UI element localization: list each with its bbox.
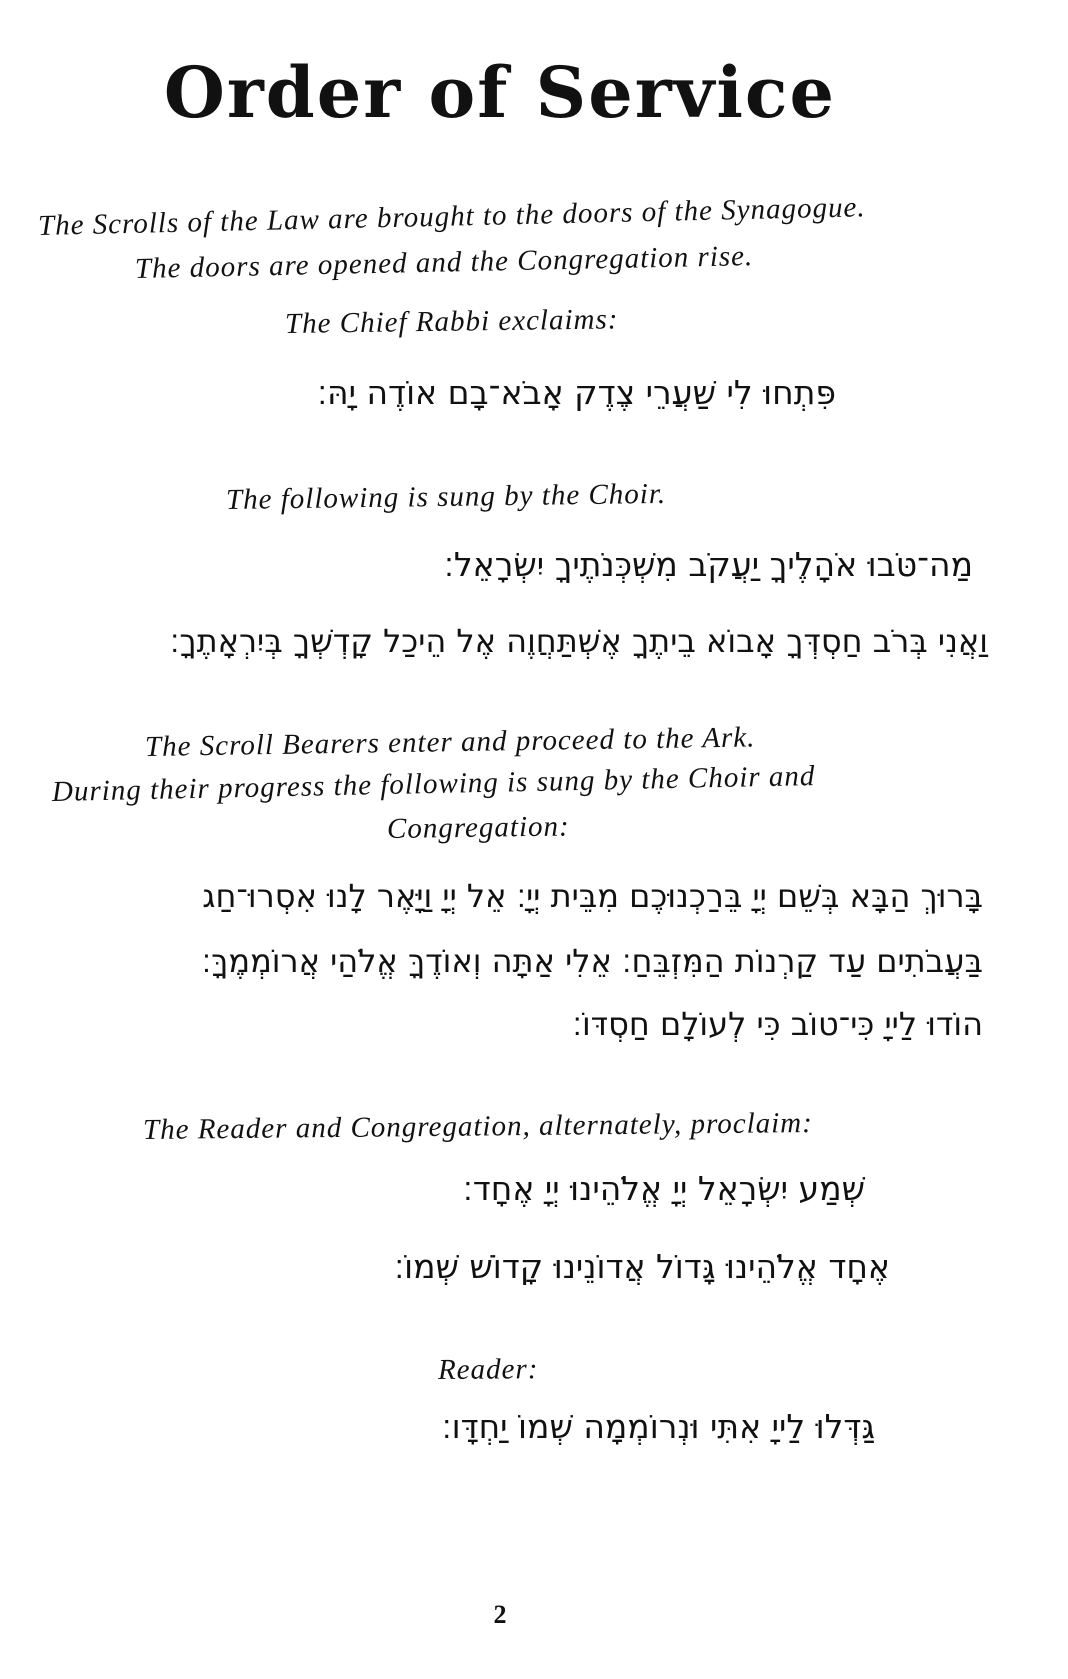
instruction-scrolls-brought: The Scrolls of the Law are brought to the doors of the Synagogue.: [37, 191, 866, 242]
page-number: 2: [493, 1600, 507, 1629]
hebrew-ma-tovu: מַה־טֹּבוּ אֹהָלֶיךָ יַעֲקֹב מִשְׁכְּנֹתֶיךָ יִשְׂרָאֵל׃: [444, 545, 973, 584]
hebrew-pitchu: פִּתְחוּ לִי שַׁעֲרֵי צֶדֶק אָבֹא־בָם אוֹדֶה יָהּ׃: [317, 373, 836, 412]
hebrew-baruch-line-2: בַּעֲבֹתִים עַד קַרְנוֹת הַמִּזְבֵּחַ׃ אֵלִי אַתָּה וְאוֹדֶךָּ אֱלֹהַי אֲרוֹמְמֶךָּ׃: [201, 942, 983, 980]
hebrew-baruch-line-3: הוֹדוּ לַייָ כִּי־טוֹב כִּי לְעוֹלָם חַסְדּוֹ׃: [572, 1005, 983, 1043]
instruction-reader: Reader:: [437, 1353, 539, 1386]
instruction-doors-opened: The doors are opened and the Congregation rise.: [134, 240, 754, 285]
hebrew-gadlu: גַּדְּלוּ לַייָ אִתִּי וּנְרוֹמְמָה שְׁמוֹ יַחְדָּו׃: [441, 1407, 875, 1446]
instruction-during-progress: During their progress the following is sung by the Choir and: [51, 760, 816, 808]
instruction-bearers-enter: The Scroll Bearers enter and proceed to the Ark.: [144, 721, 756, 763]
hebrew-shema: שְׁמַע יִשְׂרָאֵל יְיָ אֱלֹהֵינוּ יְיָ אֶחָד׃: [463, 1169, 865, 1208]
instruction-reader-and-congregation: The Reader and Congregation, alternately, proclaim:: [142, 1106, 813, 1146]
hebrew-baruch-line-1: בָּרוּךְ הַבָּא בְּשֵׁם יְיָ בֵּרַכְנוּכֶם מִבֵּית יְיָ׃ אֵל יְיָ וַיָּאֶר לָנוּ אִסְרוּ־חַג: [202, 877, 983, 915]
hebrew-vaani: וַאֲנִי בְּרֹב חַסְדְּךָ אָבוֹא בֵיתֶךָ אֶשְׁתַּחֲוֶה אֶל הֵיכַל קָדְשְׁךָ בְּיִרְאָתֶךָ׃: [169, 622, 988, 660]
instruction-congregation: Congregation:: [386, 810, 570, 845]
page-title: Order of Service: [163, 51, 837, 134]
instruction-chief-rabbi: The Chief Rabbi exclaims:: [284, 303, 619, 340]
hebrew-echad: אֶחָד אֱלֹהֵינוּ גָּדוֹל אֲדוֹנֵינוּ קָדוֹשׁ שְׁמוֹ׃: [394, 1247, 890, 1286]
instruction-sung-by-choir: The following is sung by the Choir.: [225, 477, 667, 516]
